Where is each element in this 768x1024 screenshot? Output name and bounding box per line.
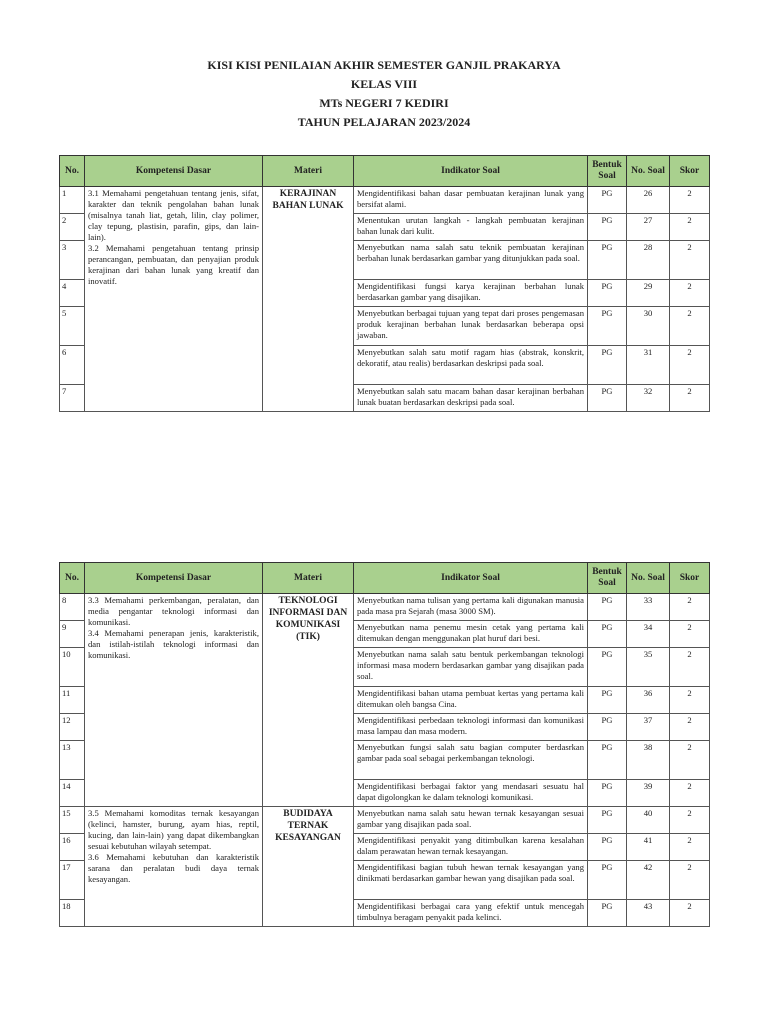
cell-bentuk: PG [588, 648, 627, 687]
cell-indikator: Menyebutkan nama tulisan yang pertama kali digunakan manusia pada masa pra Sejarah (masa 3000 SM). [354, 594, 588, 621]
cell-no: 15 [60, 807, 85, 834]
cell-no-soal: 35 [627, 648, 670, 687]
document-year: TAHUN PELAJARAN 2023/2024 [297, 115, 471, 129]
cell-no: 9 [60, 621, 85, 648]
cell-bentuk: PG [588, 621, 627, 648]
cell-no: 12 [60, 714, 85, 741]
table-header-row [60, 563, 710, 594]
cell-no: 16 [60, 834, 85, 861]
col-header-no: No. [60, 563, 85, 594]
table-header-row [60, 156, 710, 187]
table-row [60, 807, 710, 834]
cell-no: 3 [60, 241, 85, 280]
cell-indikator: Menyebutkan fungsi salah satu bagian computer berdasrkan gambar pada soal sebagai perkembangan teknologi. [354, 741, 588, 780]
col-header-bentuk-soal: Bentuk Soal [588, 563, 627, 594]
cell-no: 13 [60, 741, 85, 780]
kisi-table-2 [59, 562, 710, 927]
col-header-kompetensi-dasar: Kompetensi Dasar [85, 156, 263, 187]
col-header-no-soal: No. Soal [627, 563, 670, 594]
cell-no: 14 [60, 780, 85, 807]
col-header-indikator-soal: Indikator Soal [354, 156, 588, 187]
cell-indikator: Menyebutkan berbagai tujuan yang tepat dari proses pengemasan produk kerajinan berbahan lunak berdasarkan beberapa opsi jawaban. [354, 307, 588, 346]
cell-no: 8 [60, 594, 85, 621]
cell-no-soal: 31 [627, 346, 670, 385]
cell-no: 6 [60, 346, 85, 385]
cell-no-soal: 28 [627, 241, 670, 280]
col-header-skor: Skor [670, 156, 710, 187]
cell-skor: 2 [670, 834, 710, 861]
cell-indikator: Menyebutkan nama salah satu hewan ternak kesayangan sesuai gambar yang disajikan pada soal. [354, 807, 588, 834]
cell-skor: 2 [670, 780, 710, 807]
cell-indikator: Menentukan urutan langkah - langkah pembuatan kerajinan bahan lunak dari kulit. [354, 214, 588, 241]
cell-no-soal: 43 [627, 900, 670, 927]
document-title: KISI KISI PENILAIAN AKHIR SEMESTER GANJIL PRAKARYA [207, 58, 561, 72]
kd-text: 3.5 Memahami komoditas ternak kesayangan (kelinci, hamster, burung, ayam hias, reptil, kucing, dan lain-lain) yang dapat dikembangkan sesuai kebutuhan wilayah setempat. 3.6 Memahami kebutuhan dan karakteristik sarana dan peralatan budi daya ternak kesayangan. [88, 808, 259, 884]
cell-skor: 2 [670, 241, 710, 280]
col-header-indikator-soal: Indikator Soal [354, 563, 588, 594]
cell-no-soal: 34 [627, 621, 670, 648]
col-header-skor: Skor [670, 563, 710, 594]
cell-no-soal: 37 [627, 714, 670, 741]
cell-skor: 2 [670, 280, 710, 307]
cell-indikator: Mengidentifikasi penyakit yang ditimbulkan karena kesalahan dalam perawatan hewan ternak kesayangan. [354, 834, 588, 861]
cell-skor: 2 [670, 807, 710, 834]
cell-no: 17 [60, 861, 85, 900]
cell-materi: KERAJINAN BAHAN LUNAK [263, 187, 354, 412]
cell-indikator: Menyebutkan nama salah satu bentuk perkembangan teknologi informasi masa modern berdasarkan gambar yang disajikan pada soal. [354, 648, 588, 687]
cell-kompetensi-dasar [85, 807, 263, 927]
cell-skor: 2 [670, 741, 710, 780]
cell-bentuk: PG [588, 280, 627, 307]
kd-text: 3.1 Memahami pengetahuan tentang jenis, sifat, karakter dan teknik pengolahan bahan lunak (misalnya tanah liat, getah, lilin, clay polimer, clay tepung, plastisin, parafin, gips, dan lain-lain). 3.2 Memahami pengetahuan tentang prinsip perancangan, pembuatan, dan penyajian produk kerajinan dari bahan lunak yang kreatif dan inovatif. [88, 188, 259, 286]
cell-skor: 2 [670, 900, 710, 927]
col-header-bentuk-soal: Bentuk Soal [588, 156, 627, 187]
cell-indikator: Mengidentifikasi perbedaan teknologi informasi dan komunikasi masa lampau dan masa modern. [354, 714, 588, 741]
document-header [0, 56, 768, 132]
cell-skor: 2 [670, 621, 710, 648]
document-school: MTs NEGERI 7 KEDIRI [319, 96, 449, 110]
cell-indikator: Menyebutkan nama penemu mesin cetak yang pertama kali ditemukan dengan menggunakan plat huruf dari besi. [354, 621, 588, 648]
cell-no: 18 [60, 900, 85, 927]
cell-indikator: Menyebutkan salah satu macam bahan dasar kerajinan berbahan lunak buatan berdasarkan deskripsi pada soal. [354, 385, 588, 412]
cell-no: 11 [60, 687, 85, 714]
cell-no: 7 [60, 385, 85, 412]
cell-no-soal: 40 [627, 807, 670, 834]
cell-bentuk: PG [588, 241, 627, 280]
cell-indikator: Menyebutkan salah satu motif ragam hias (abstrak, konskrit, dekoratif, atau realis) berdasarkan deskripsi pada soal. [354, 346, 588, 385]
cell-no-soal: 29 [627, 280, 670, 307]
cell-indikator: Mengidentifikasi berbagai cara yang efektif untuk mencegah timbulnya beragam penyakit pada kelinci. [354, 900, 588, 927]
cell-kompetensi-dasar [85, 187, 263, 412]
cell-bentuk: PG [588, 741, 627, 780]
table-row [60, 187, 710, 214]
cell-skor: 2 [670, 714, 710, 741]
cell-indikator: Mengidentifikasi bahan utama pembuat kertas yang pertama kali ditemukan oleh bangsa Cina. [354, 687, 588, 714]
cell-bentuk: PG [588, 687, 627, 714]
cell-no-soal: 33 [627, 594, 670, 621]
cell-no-soal: 38 [627, 741, 670, 780]
cell-skor: 2 [670, 648, 710, 687]
cell-no-soal: 39 [627, 780, 670, 807]
col-header-materi: Materi [263, 563, 354, 594]
cell-no-soal: 36 [627, 687, 670, 714]
cell-bentuk: PG [588, 214, 627, 241]
cell-indikator: Mengidentifikasi berbagai faktor yang mendasari sesuatu hal dapat digolongkan ke dalam teknologi komunikasi. [354, 780, 588, 807]
cell-bentuk: PG [588, 187, 627, 214]
cell-no: 1 [60, 187, 85, 214]
cell-indikator: Menyebutkan nama salah satu teknik pembuatan kerajinan berbahan lunak berdasarkan gambar yang ditunjukkan pada soal. [354, 241, 588, 280]
cell-indikator: Mengidentifikasi bahan dasar pembuatan kerajinan lunak yang bersifat alami. [354, 187, 588, 214]
cell-bentuk: PG [588, 900, 627, 927]
col-header-kompetensi-dasar: Kompetensi Dasar [85, 563, 263, 594]
cell-no-soal: 41 [627, 834, 670, 861]
cell-no-soal: 42 [627, 861, 670, 900]
cell-indikator: Mengidentifikasi bagian tubuh hewan ternak kesayangan yang dinikmati berdasarkan gambar hewan yang disajikan pada soal. [354, 861, 588, 900]
cell-bentuk: PG [588, 714, 627, 741]
cell-bentuk: PG [588, 861, 627, 900]
cell-indikator: Mengidentifikasi fungsi karya kerajinan berbahan lunak berdasarkan gambar yang disajikan. [354, 280, 588, 307]
cell-bentuk: PG [588, 780, 627, 807]
kd-text: 3.3 Memahami perkembangan, peralatan, dan media pengantar teknologi informasi dan komunikasi. 3.4 Memahami penerapan jenis, karakteristik, dan istilah-istilah teknologi informasi dan komunikasi. [88, 595, 259, 660]
cell-bentuk: PG [588, 307, 627, 346]
col-header-materi: Materi [263, 156, 354, 187]
cell-bentuk: PG [588, 834, 627, 861]
cell-materi: BUDIDAYA TERNAK KESAYANGAN [263, 807, 354, 927]
cell-materi: TEKNOLOGI INFORMASI DAN KOMUNIKASI (TIK) [263, 594, 354, 807]
cell-skor: 2 [670, 861, 710, 900]
cell-bentuk: PG [588, 346, 627, 385]
cell-no-soal: 26 [627, 187, 670, 214]
cell-no: 4 [60, 280, 85, 307]
cell-bentuk: PG [588, 594, 627, 621]
cell-no-soal: 27 [627, 214, 670, 241]
col-header-no: No. [60, 156, 85, 187]
col-header-no-soal: No. Soal [627, 156, 670, 187]
cell-bentuk: PG [588, 385, 627, 412]
document-class: KELAS VIII [350, 77, 418, 91]
cell-skor: 2 [670, 687, 710, 714]
cell-no: 5 [60, 307, 85, 346]
cell-kompetensi-dasar [85, 594, 263, 807]
cell-skor: 2 [670, 307, 710, 346]
cell-bentuk: PG [588, 807, 627, 834]
cell-no: 2 [60, 214, 85, 241]
kisi-table-1 [59, 155, 710, 412]
cell-no-soal: 32 [627, 385, 670, 412]
cell-skor: 2 [670, 214, 710, 241]
cell-skor: 2 [670, 346, 710, 385]
cell-skor: 2 [670, 594, 710, 621]
cell-no-soal: 30 [627, 307, 670, 346]
table-row [60, 594, 710, 621]
cell-skor: 2 [670, 385, 710, 412]
cell-skor: 2 [670, 187, 710, 214]
cell-no: 10 [60, 648, 85, 687]
